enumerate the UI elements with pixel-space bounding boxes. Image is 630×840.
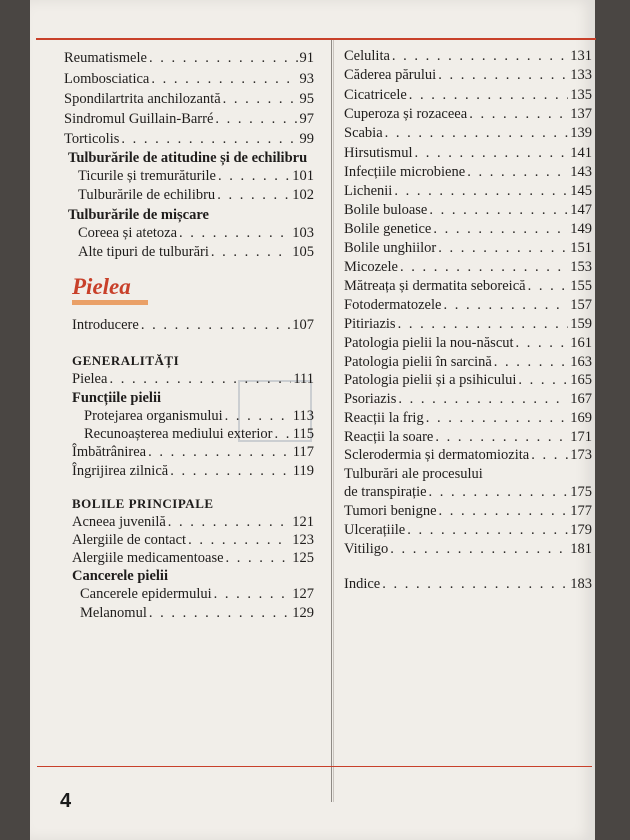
toc-entry: Alte tipuri de tulburări . . . 105 — [78, 244, 314, 261]
toc-entry: Indice . . . 183 — [344, 576, 592, 593]
toc-entry: Alergiile de contact . . . 123 — [72, 532, 314, 549]
toc-entry: Reacții la soare . . . 171 — [344, 429, 592, 446]
toc-entry: Patologia pielii la nou-născut . . . 161 — [344, 335, 592, 352]
toc-entry: Celulita . . . 131 — [344, 48, 592, 65]
section-heading: GENERALITĂȚI — [72, 353, 180, 368]
toc-entry: Scabia . . . 139 — [344, 125, 592, 142]
toc-entry: Lombosciatica . . . 93 — [64, 71, 314, 88]
toc-entry: Protejarea organismului . . . 113 — [84, 408, 314, 425]
toc-entry: Ulcerațiile . . . 179 — [344, 522, 592, 539]
section-title: Pielea — [72, 274, 131, 299]
toc-entry: Bolile genetice . . . 149 — [344, 221, 592, 238]
subheading: Tulburările de mișcare — [68, 207, 209, 223]
subheading: Tulburările de atitudine și de echilibru — [68, 150, 308, 166]
column-divider-shadow — [333, 40, 334, 802]
toc-entry: Spondilartrita anchilozantă . . . 95 — [64, 91, 314, 108]
toc-entry: Sindromul Guillain-Barré . . . 97 — [64, 111, 314, 128]
toc-entry: Pielea . . . 111 — [72, 371, 314, 388]
subheading: Cancerele pielii — [72, 568, 168, 584]
toc-entry: Tulburările de echilibru . . . 102 — [78, 187, 314, 204]
toc-entry: Sclerodermia și dermatomiozita . . . 173 — [344, 447, 592, 464]
toc-entry: Introducere . . . 107 — [72, 317, 314, 334]
toc-entry: Cicatricele . . . 135 — [344, 87, 592, 104]
toc-entry: Mătreața și dermatita seboreică . . . 155 — [344, 278, 592, 295]
toc-entry: Cancerele epidermului . . . 127 — [80, 586, 314, 603]
toc-entry: Torticolis . . . 99 — [64, 131, 314, 148]
section-heading: BOLILE PRINCIPALE — [72, 496, 214, 511]
toc-entry: Coreea și atetoza . . . 103 — [78, 225, 314, 242]
toc-entry: Bolile buloase . . . 147 — [344, 202, 592, 219]
toc-entry: Vitiligo . . . 181 — [344, 541, 592, 558]
toc-entry: Fotodermatozele . . . 157 — [344, 297, 592, 314]
toc-entry-line: Tulburări ale procesului — [344, 466, 483, 482]
toc-entry: Ticurile și tremurăturile . . . 101 — [78, 168, 314, 185]
toc-entry: Alergiile medicamentoase . . . 125 — [72, 550, 314, 567]
top-rule — [36, 38, 596, 40]
toc-entry: Psoriazis . . . 167 — [344, 391, 592, 408]
subheading: Funcțiile pielii — [72, 390, 162, 406]
toc-entry: Reumatismele . . . 91 — [64, 50, 314, 67]
toc-entry: Recunoașterea mediului exterior . . . 115 — [84, 426, 314, 443]
toc-entry: Hirsutismul . . . 141 — [344, 145, 592, 162]
toc-entry: Îmbătrânirea . . . 117 — [72, 444, 314, 461]
toc-entry: Reacții la frig . . . 169 — [344, 410, 592, 427]
bottom-rule — [37, 766, 592, 767]
toc-entry: Infecțiile microbiene . . . 143 — [344, 164, 592, 181]
column-divider — [331, 40, 332, 802]
toc-entry: Tumori benigne . . . 177 — [344, 503, 592, 520]
toc-entry: Acneea juvenilă . . . 121 — [72, 514, 314, 531]
toc-entry: Patologia pielii în sarcină . . . 163 — [344, 354, 592, 371]
toc-entry: Cuperoza și rozaceea . . . 137 — [344, 106, 592, 123]
toc-entry: Micozele . . . 153 — [344, 259, 592, 276]
section-underline — [72, 300, 148, 305]
toc-entry: Patologia pielii și a psihicului . . . 165 — [344, 372, 592, 389]
toc-entry: Pitiriazis . . . 159 — [344, 316, 592, 333]
toc-entry: Lichenii . . . 145 — [344, 183, 592, 200]
toc-entry: Îngrijirea zilnică . . . 119 — [72, 463, 314, 480]
toc-entry: Melanomul . . . 129 — [80, 605, 314, 622]
page-number: 4 — [60, 790, 72, 812]
toc-entry: Căderea părului . . . 133 — [344, 67, 592, 84]
toc-entry: de transpirație . . . 175 — [344, 484, 592, 501]
toc-entry: Bolile unghiilor . . . 151 — [344, 240, 592, 257]
